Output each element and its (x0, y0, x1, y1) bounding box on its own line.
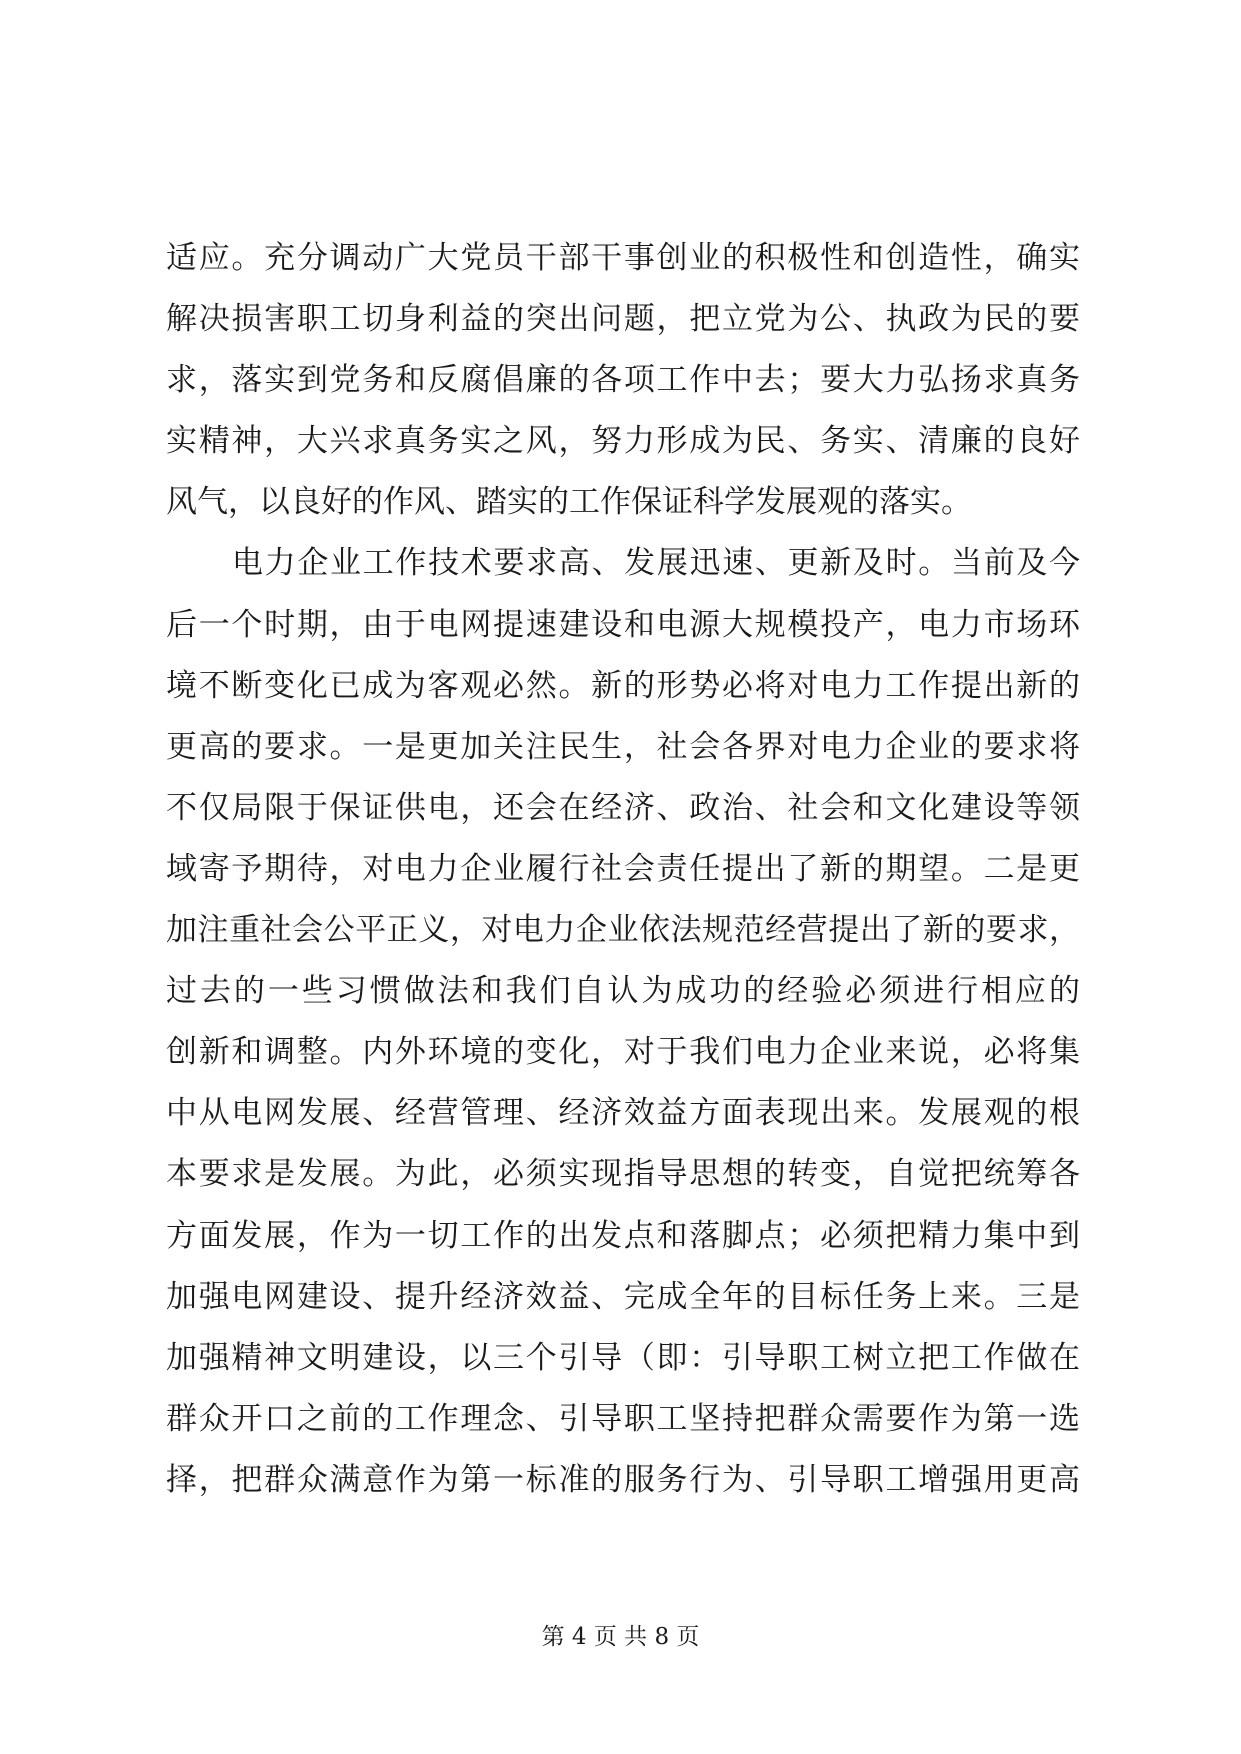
page-number-footer: 第 4 页 共 8 页 (541, 1624, 700, 1650)
paragraph-2-line: 加强电网建设、提升经济效益、完成全年的目标任务上来。三是 (166, 1278, 1080, 1315)
paragraph-2-line: 不仅局限于保证供电，还会在经济、政治、社会和文化建设等领 (166, 789, 1080, 826)
paragraph-1-line: 解决损害职工切身利益的突出问题，把立党为公、执政为民的要 (166, 301, 1080, 338)
paragraph-1-line: 求，落实到党务和反腐倡廉的各项工作中去；要大力弘扬求真务 (166, 362, 1080, 399)
paragraph-1-line: 风气，以良好的作风、踏实的工作保证科学发展观的落实。 (166, 484, 972, 521)
paragraph-1-line: 适应。充分调动广大党员干部干事创业的积极性和创造性，确实 (166, 240, 1080, 276)
paragraph-2-line: 域寄予期待，对电力企业履行社会责任提出了新的期望。二是更 (166, 850, 1080, 887)
paragraph-2-line: 电力企业工作技术要求高、发展迅速、更新及时。当前及今 (232, 545, 1080, 582)
paragraph-2-line: 择，把群众满意作为第一标准的服务行为、引导职工增强用更高 (166, 1461, 1080, 1498)
paragraph-2-line: 群众开口之前的工作理念、引导职工坚持把群众需要作为第一选 (166, 1400, 1080, 1437)
paragraph-2-line: 境不断变化已成为客观必然。新的形势必将对电力工作提出新的 (166, 667, 1080, 704)
body-text (166, 228, 1080, 1511)
paragraph-2-line: 加强精神文明建设，以三个引导（即：引导职工树立把工作做在 (166, 1339, 1080, 1376)
paragraph-1-line: 实精神，大兴求真务实之风，努力形成为民、务实、清廉的良好 (166, 423, 1080, 460)
paragraph-2-line: 过去的一些习惯做法和我们自认为成功的经验必须进行相应的 (166, 973, 1080, 1010)
paragraph-2-line: 创新和调整。内外环境的变化，对于我们电力企业来说，必将集 (166, 1034, 1080, 1071)
paragraph-2-line: 本要求是发展。为此，必须实现指导思想的转变，自觉把统筹各 (166, 1156, 1080, 1193)
paragraph-2-line: 更高的要求。一是更加关注民生，社会各界对电力企业的要求将 (166, 728, 1080, 765)
paragraph-2-line: 方面发展，作为一切工作的出发点和落脚点；必须把精力集中到 (166, 1217, 1080, 1254)
paragraph-2-line: 中从电网发展、经营管理、经济效益方面表现出来。发展观的根 (166, 1095, 1080, 1132)
paragraph-2-line: 后一个时期，由于电网提速建设和电源大规模投产，电力市场环 (166, 606, 1080, 643)
paragraph-2-line: 加注重社会公平正义，对电力企业依法规范经营提出了新的要求， (166, 912, 1080, 949)
